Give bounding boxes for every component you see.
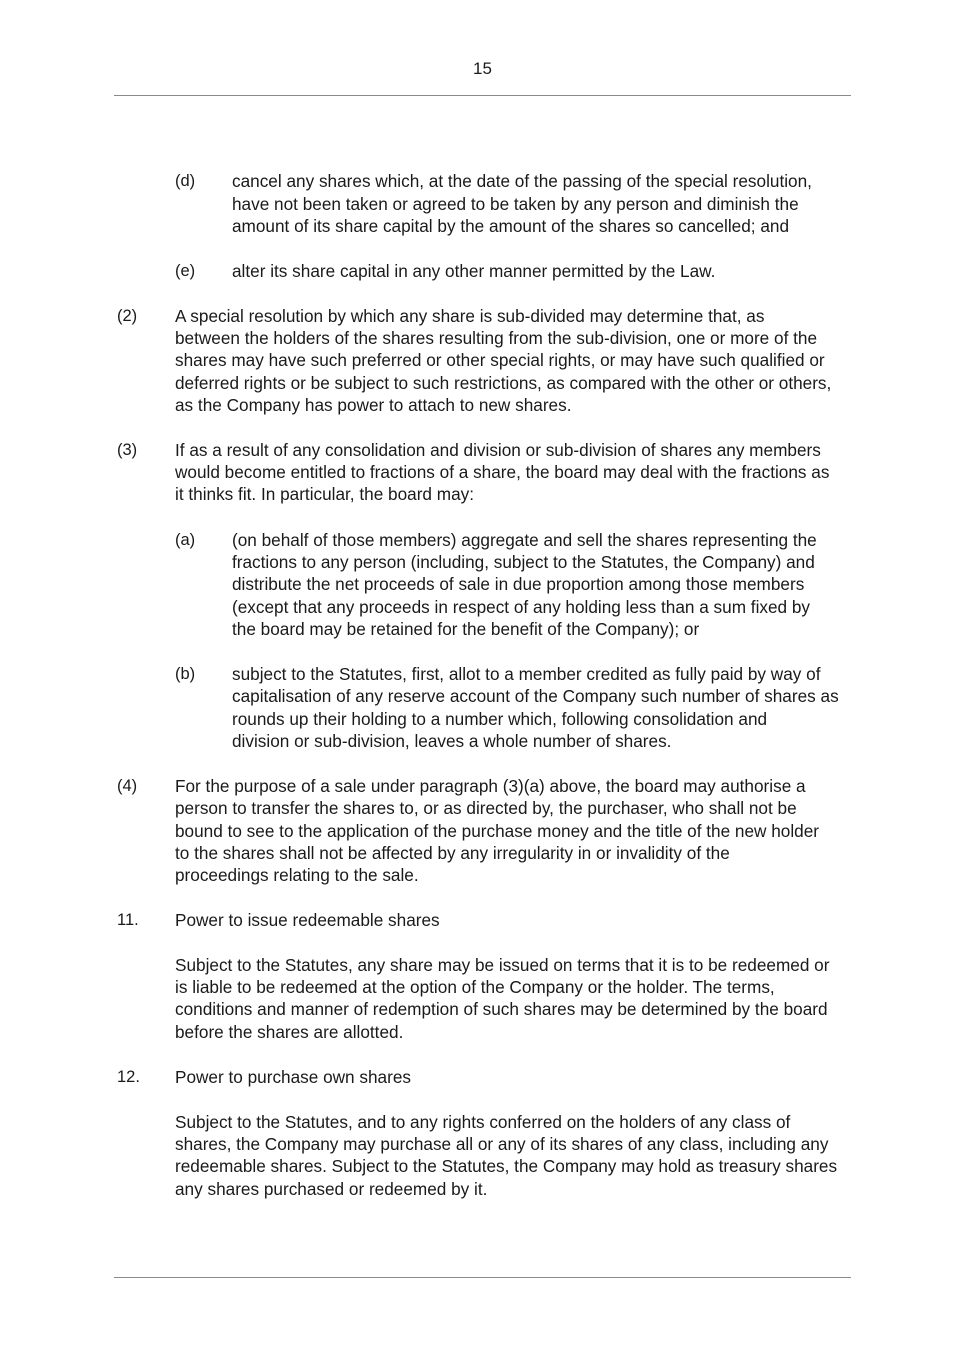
page-number: 15 <box>473 59 492 78</box>
clause-label: (d) <box>175 172 196 190</box>
paragraph-label: (2) <box>117 307 138 325</box>
clause-line: have not been taken or agreed to be taken by any person and diminish the <box>232 194 799 214</box>
footer-divider <box>114 1277 851 1278</box>
clause-label: (a) <box>175 531 196 549</box>
clause-line: alter its share capital in any other manner permitted by the Law. <box>232 261 716 281</box>
clause-line: (except that any proceeds in respect of any holding less than a sum fixed by <box>232 597 811 617</box>
paragraph-line: proceedings relating to the sale. <box>175 865 419 885</box>
paragraph-line: between the holders of the shares resulting from the sub-division, one or more of the <box>175 328 818 348</box>
section-line: Subject to the Statutes, and to any rights conferred on the holders of any class of <box>175 1112 791 1132</box>
section-line: is liable to be redeemed at the option of the Company or the holder. The terms, <box>175 977 775 997</box>
section-line: shares, the Company may purchase all or any of its shares of any class, including any <box>175 1134 829 1154</box>
clause-line: distribute the net proceeds of sale in due proportion among those members <box>232 574 805 594</box>
section-heading: Power to purchase own shares <box>175 1067 411 1087</box>
paragraph-line: If as a result of any consolidation and division or sub-division of shares any members <box>175 440 821 460</box>
clause-label: (e) <box>175 262 196 280</box>
paragraph-line: it thinks fit. In particular, the board may: <box>175 484 475 504</box>
paragraph-line: to the shares shall not be affected by any irregularity in or invalidity of the <box>175 843 730 863</box>
paragraph-line: would become entitled to fractions of a share, the board may deal with the fractions as <box>175 462 830 482</box>
clause-line: the board may be retained for the benefit of the Company); or <box>232 619 700 639</box>
paragraph-line: For the purpose of a sale under paragraph (3)(a) above, the board may authorise a <box>175 776 806 796</box>
section-line: conditions and manner of redemption of such shares may be determined by the board <box>175 999 828 1019</box>
section-line: redeemable shares. Subject to the Statutes, the Company may hold as treasury shares <box>175 1156 838 1176</box>
section-line: Subject to the Statutes, any share may be issued on terms that it is to be redeemed or <box>175 955 830 975</box>
section-number: 12. <box>117 1068 140 1086</box>
clause-line: (on behalf of those members) aggregate and sell the shares representing the <box>232 530 817 550</box>
clause-line: rounds up their holding to a number which, following consolidation and <box>232 709 768 729</box>
clause-line: cancel any shares which, at the date of the passing of the special resolution, <box>232 171 812 191</box>
paragraph-label: (4) <box>117 777 138 795</box>
paragraph-line: deferred rights or be subject to such restrictions, as compared with the other or others, <box>175 373 832 393</box>
clause-label: (b) <box>175 665 196 683</box>
paragraph-line: shares may have such preferred or other special rights, or may have such qualified or <box>175 350 825 370</box>
clause-line: capitalisation of any reserve account of the Company such number of shares as <box>232 686 839 706</box>
section-heading: Power to issue redeemable shares <box>175 910 440 930</box>
paragraph-line: A special resolution by which any share is sub-divided may determine that, as <box>175 306 765 326</box>
clause-line: division or sub-division, leaves a whole number of shares. <box>232 731 672 751</box>
paragraph-label: (3) <box>117 441 138 459</box>
paragraph-line: as the Company has power to attach to new shares. <box>175 395 572 415</box>
header-divider <box>114 95 851 96</box>
paragraph-line: bound to see to the application of the purchase money and the title of the new holder <box>175 821 820 841</box>
clause-line: fractions to any person (including, subject to the Statutes, the Company) and <box>232 552 815 572</box>
section-line: before the shares are allotted. <box>175 1022 404 1042</box>
clause-line: subject to the Statutes, first, allot to a member credited as fully paid by way of <box>232 664 821 684</box>
section-line: any shares purchased or redeemed by it. <box>175 1179 488 1199</box>
section-number: 11. <box>117 911 139 929</box>
clause-line: amount of its share capital by the amount of the shares so cancelled; and <box>232 216 790 236</box>
paragraph-line: person to transfer the shares to, or as directed by, the purchaser, who shall not be <box>175 798 797 818</box>
